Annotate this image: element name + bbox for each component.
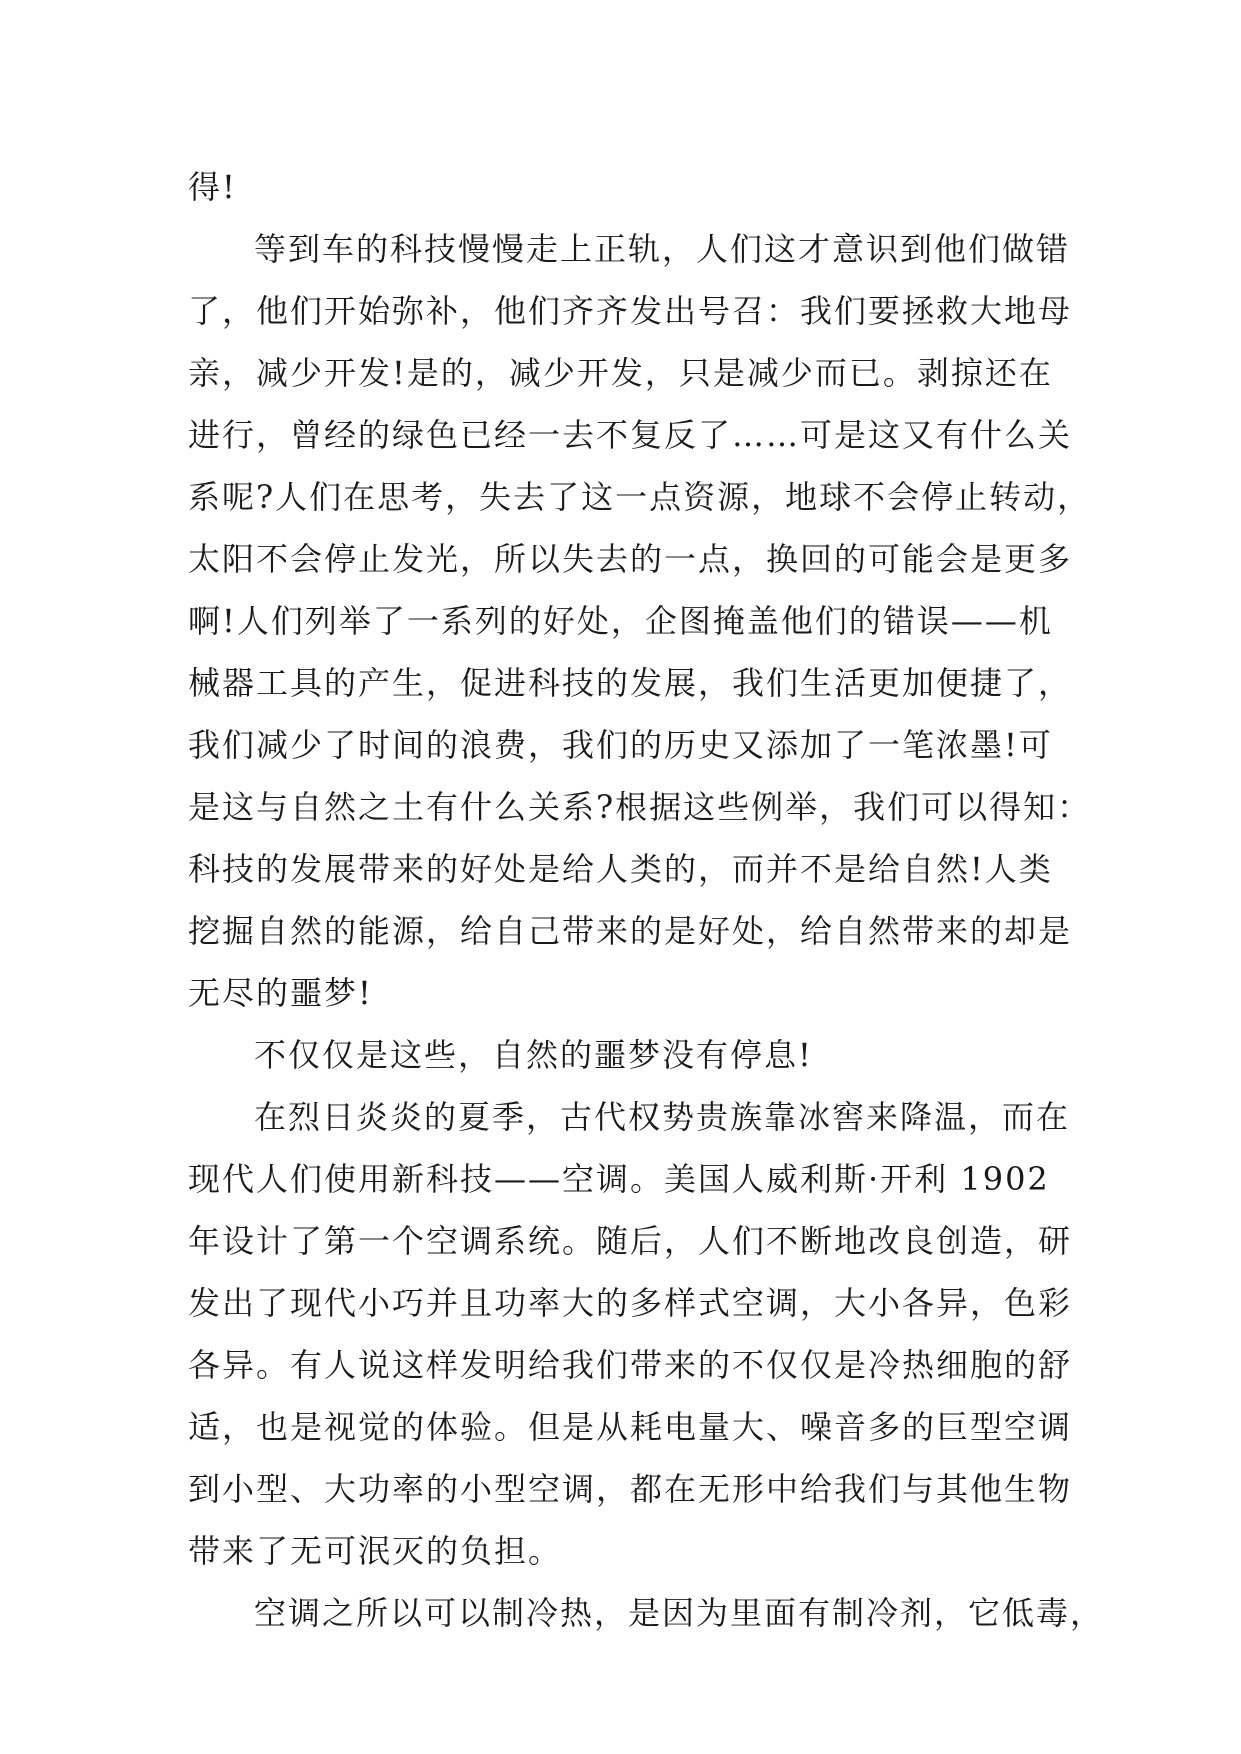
text-line: 等到车的科技慢慢走上正轨，人们这才意识到他们做错 [254, 230, 1071, 268]
text-line: 在烈日炎炎的夏季，古代权势贵族靠冰窖来降温，而在 [254, 1098, 1071, 1136]
text-line: 啊!人们列举了一系列的好处，企图掩盖他们的错误——机 [188, 602, 1053, 640]
text-line: 适，也是视觉的体验。但是从耗电量大、噪音多的巨型空调 [188, 1408, 1073, 1446]
text-line: 不仅仅是这些，自然的噩梦没有停息! [254, 1036, 813, 1074]
text-line: 挖掘自然的能源，给自己带来的是好处，给自然带来的却是 [188, 912, 1073, 950]
body-text [188, 156, 1105, 1644]
text-line: 了，他们开始弥补，他们齐齐发出号召：我们要拯救大地母 [188, 292, 1073, 330]
text-line: 得! [188, 168, 237, 206]
text-line: 带来了无可泯灭的负担。 [188, 1532, 563, 1570]
text-line: 无尽的噩梦! [188, 974, 373, 1012]
text-line: 现代人们使用新科技——空调。美国人威利斯·开利 1902 [188, 1160, 1050, 1198]
text-line: 太阳不会停止发光，所以失去的一点，换回的可能会是更多 [188, 540, 1073, 578]
text-line: 各异。有人说这样发明给我们带来的不仅仅是冷热细胞的舒 [188, 1346, 1073, 1384]
text-line: 进行，曾经的绿色已经一去不复反了……可是这又有什么关 [188, 416, 1073, 454]
text-line: 械器工具的产生，促进科技的发展，我们生活更加便捷了， [188, 664, 1073, 702]
text-line: 我们减少了时间的浪费，我们的历史又添加了一笔浓墨!可 [188, 726, 1053, 764]
text-line: 亲，减少开发!是的，减少开发，只是减少而已。剥掠还在 [188, 354, 1053, 392]
text-line: 发出了现代小巧并且功率大的多样式空调，大小各异，色彩 [188, 1284, 1073, 1322]
text-line: 空调之所以可以制冷热，是因为里面有制冷剂，它低毒， [254, 1594, 1105, 1632]
text-line: 科技的发展带来的好处是给人类的，而并不是给自然!人类 [188, 850, 1053, 888]
text-line: 系呢?人们在思考，失去了这一点资源，地球不会停止转动， [188, 478, 1092, 516]
text-line: 年设计了第一个空调系统。随后，人们不断地改良创造，研 [188, 1222, 1073, 1260]
text-line: 到小型、大功率的小型空调，都在无形中给我们与其他生物 [188, 1470, 1073, 1508]
text-line: 是这与自然之土有什么关系?根据这些例举，我们可以得知： [188, 788, 1092, 826]
